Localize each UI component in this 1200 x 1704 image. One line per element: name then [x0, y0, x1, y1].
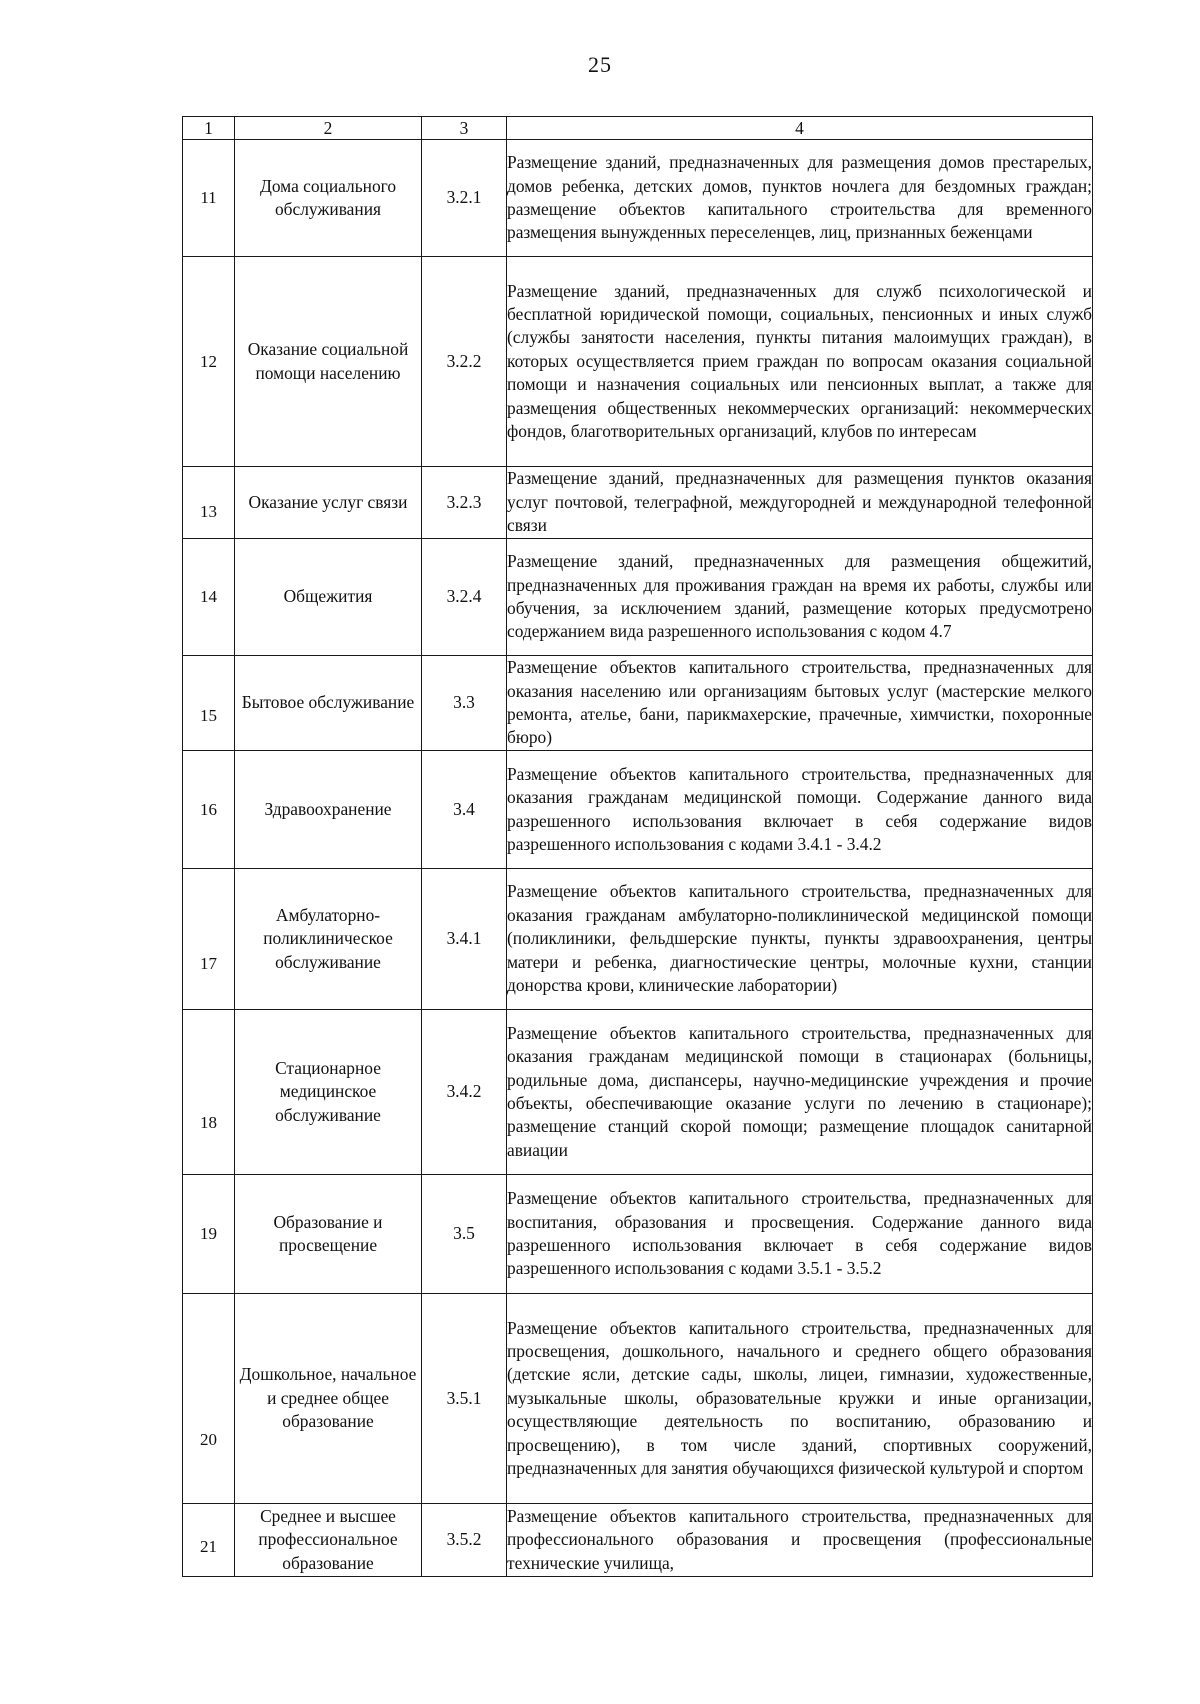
land-use-name: Оказание социальной помощи населению — [235, 257, 422, 467]
header-row — [183, 117, 1093, 140]
land-use-code: 3.5 — [422, 1175, 507, 1294]
land-use-description — [507, 257, 1093, 467]
description-text: Размещение зданий, предназначенных для размещения домов престарелых, домов ребенка, детских домов, пунктов ночлега для бездомных граждан; размещение объектов капитального строительства для временного размещения вынужденных переселенцев, лиц, признанных беженцами — [507, 152, 1092, 243]
land-use-name: Амбулаторно-поликлиническое обслуживание — [235, 869, 422, 1010]
description-text: Размещение объектов капитального строительства, предназначенных для оказания гражданам амбулаторно-поликлинической медицинской помощи (поликлиники, фельдшерские пункты, пункты здравоохранения, центры матери и ребенка, диагностические центры, молочные кухни, станции донорства крови, клинические лаборатории) — [507, 881, 1092, 996]
row-number: 15 — [183, 656, 235, 751]
table-row — [183, 539, 1093, 656]
land-use-name: Стационарное медицинское обслуживание — [235, 1010, 422, 1175]
row-number: 14 — [183, 539, 235, 656]
land-use-code: 3.2.2 — [422, 257, 507, 467]
description-text: Размещение объектов капитального строительства, предназначенных для профессионального образования и просвещения (профессиональные технические училища, — [507, 1505, 1092, 1573]
land-use-description — [507, 467, 1093, 539]
header-col-3: 3 — [422, 117, 507, 140]
land-use-description — [507, 869, 1093, 1010]
header-col-2: 2 — [235, 117, 422, 140]
land-use-description — [507, 539, 1093, 656]
land-use-description — [507, 1504, 1093, 1577]
land-use-code: 3.5.1 — [422, 1294, 507, 1504]
header-col-1: 1 — [183, 117, 235, 140]
land-use-name: Оказание услуг связи — [235, 467, 422, 539]
land-use-code: 3.2.3 — [422, 467, 507, 539]
description-text: Размещение объектов капитального строительства, предназначенных для воспитания, образования и просвещения. Содержание данного вида разрешенного использования включает в себя содержание видов разрешенного использования с кодами 3.5.1 - 3.5.2 — [507, 1188, 1092, 1279]
table-row — [183, 656, 1093, 751]
table-row — [183, 257, 1093, 467]
row-number: 18 — [183, 1010, 235, 1175]
land-use-name: Бытовое обслуживание — [235, 656, 422, 751]
land-use-name: Здравоохранение — [235, 751, 422, 869]
table-row — [183, 869, 1093, 1010]
description-text: Размещение зданий, предназначенных для размещения пунктов оказания услуг почтовой, телеграфной, междугородней и международной телефонной связи — [507, 468, 1092, 536]
header-col-4: 4 — [507, 117, 1093, 140]
land-use-name: Образование и просвещение — [235, 1175, 422, 1294]
land-use-code: 3.4 — [422, 751, 507, 869]
description-text: Размещение объектов капитального строительства, предназначенных для оказания населению или организациям бытовых услуг (мастерские мелкого ремонта, ателье, бани, парикмахерские, прачечные, химчистки, похоронные бюро) — [507, 657, 1092, 748]
row-number: 17 — [183, 869, 235, 1010]
row-number: 19 — [183, 1175, 235, 1294]
land-use-code: 3.3 — [422, 656, 507, 751]
row-number: 12 — [183, 257, 235, 467]
row-number: 11 — [183, 140, 235, 257]
land-use-description — [507, 1175, 1093, 1294]
land-use-code: 3.2.1 — [422, 140, 507, 257]
land-use-code: 3.4.2 — [422, 1010, 507, 1175]
land-use-table — [182, 116, 1093, 1577]
land-use-code: 3.4.1 — [422, 869, 507, 1010]
land-use-name: Общежития — [235, 539, 422, 656]
description-text: Размещение зданий, предназначенных для размещения общежитий, предназначенных для проживания граждан на время их работы, службы или обучения, за исключением зданий, размещение которых предусмотрено содержанием вида разрешенного использования с кодом 4.7 — [507, 551, 1092, 642]
row-number: 21 — [183, 1504, 235, 1577]
table-row — [183, 1504, 1093, 1577]
land-use-description — [507, 751, 1093, 869]
table-row — [183, 1010, 1093, 1175]
table-row — [183, 1175, 1093, 1294]
row-number: 13 — [183, 467, 235, 539]
land-use-description — [507, 1294, 1093, 1504]
table-row — [183, 751, 1093, 869]
row-number: 16 — [183, 751, 235, 869]
land-use-description — [507, 656, 1093, 751]
description-text: Размещение объектов капитального строительства, предназначенных для просвещения, дошкольного, начального и среднего общего образования (детские ясли, детские сады, школы, лицеи, гимназии, художественные, музыкальные школы, образовательные кружки и иные организации, осуществляющие деятельность по воспитанию, образованию и просвещению), в том числе зданий, спортивных сооружений, предназначенных для занятия обучающихся физической культурой и спортом — [507, 1317, 1092, 1479]
land-use-description — [507, 140, 1093, 257]
land-use-name: Среднее и высшее профессиональное образование — [235, 1504, 422, 1577]
land-use-name: Дома социального обслуживания — [235, 140, 422, 257]
land-use-code: 3.5.2 — [422, 1504, 507, 1577]
description-text: Размещение зданий, предназначенных для служб психологической и бесплатной юридической помощи, социальных, пенсионных и иных служб (службы занятости населения, пункты питания малоимущих граждан), в которых осуществляется прием граждан по вопросам оказания социальной помощи и назначения социальных или пенсионных выплат, а также для размещения общественных некоммерческих организаций: некоммерческих фондов, благотворительных организаций, клубов по интересам — [507, 280, 1092, 442]
page-number: 25 — [588, 52, 612, 77]
land-use-code: 3.2.4 — [422, 539, 507, 656]
description-text: Размещение объектов капитального строительства, предназначенных для оказания гражданам медицинской помощи. Содержание данного вида разрешенного использования включает в себя содержание видов разрешенного использования с кодами 3.4.1 - 3.4.2 — [507, 763, 1092, 854]
table-row — [183, 1294, 1093, 1504]
land-use-name: Дошкольное, начальное и среднее общее образование — [235, 1294, 422, 1504]
description-text: Размещение объектов капитального строительства, предназначенных для оказания гражданам медицинской помощи в стационарах (больницы, родильные дома, диспансеры, научно-медицинские учреждения и прочие объекты, обеспечивающие оказание услуги по лечению в стационаре); размещение станций скорой помощи; размещение площадок санитарной авиации — [507, 1022, 1092, 1160]
land-use-description — [507, 1010, 1093, 1175]
table-row — [183, 140, 1093, 257]
table-row — [183, 467, 1093, 539]
row-number: 20 — [183, 1294, 235, 1504]
